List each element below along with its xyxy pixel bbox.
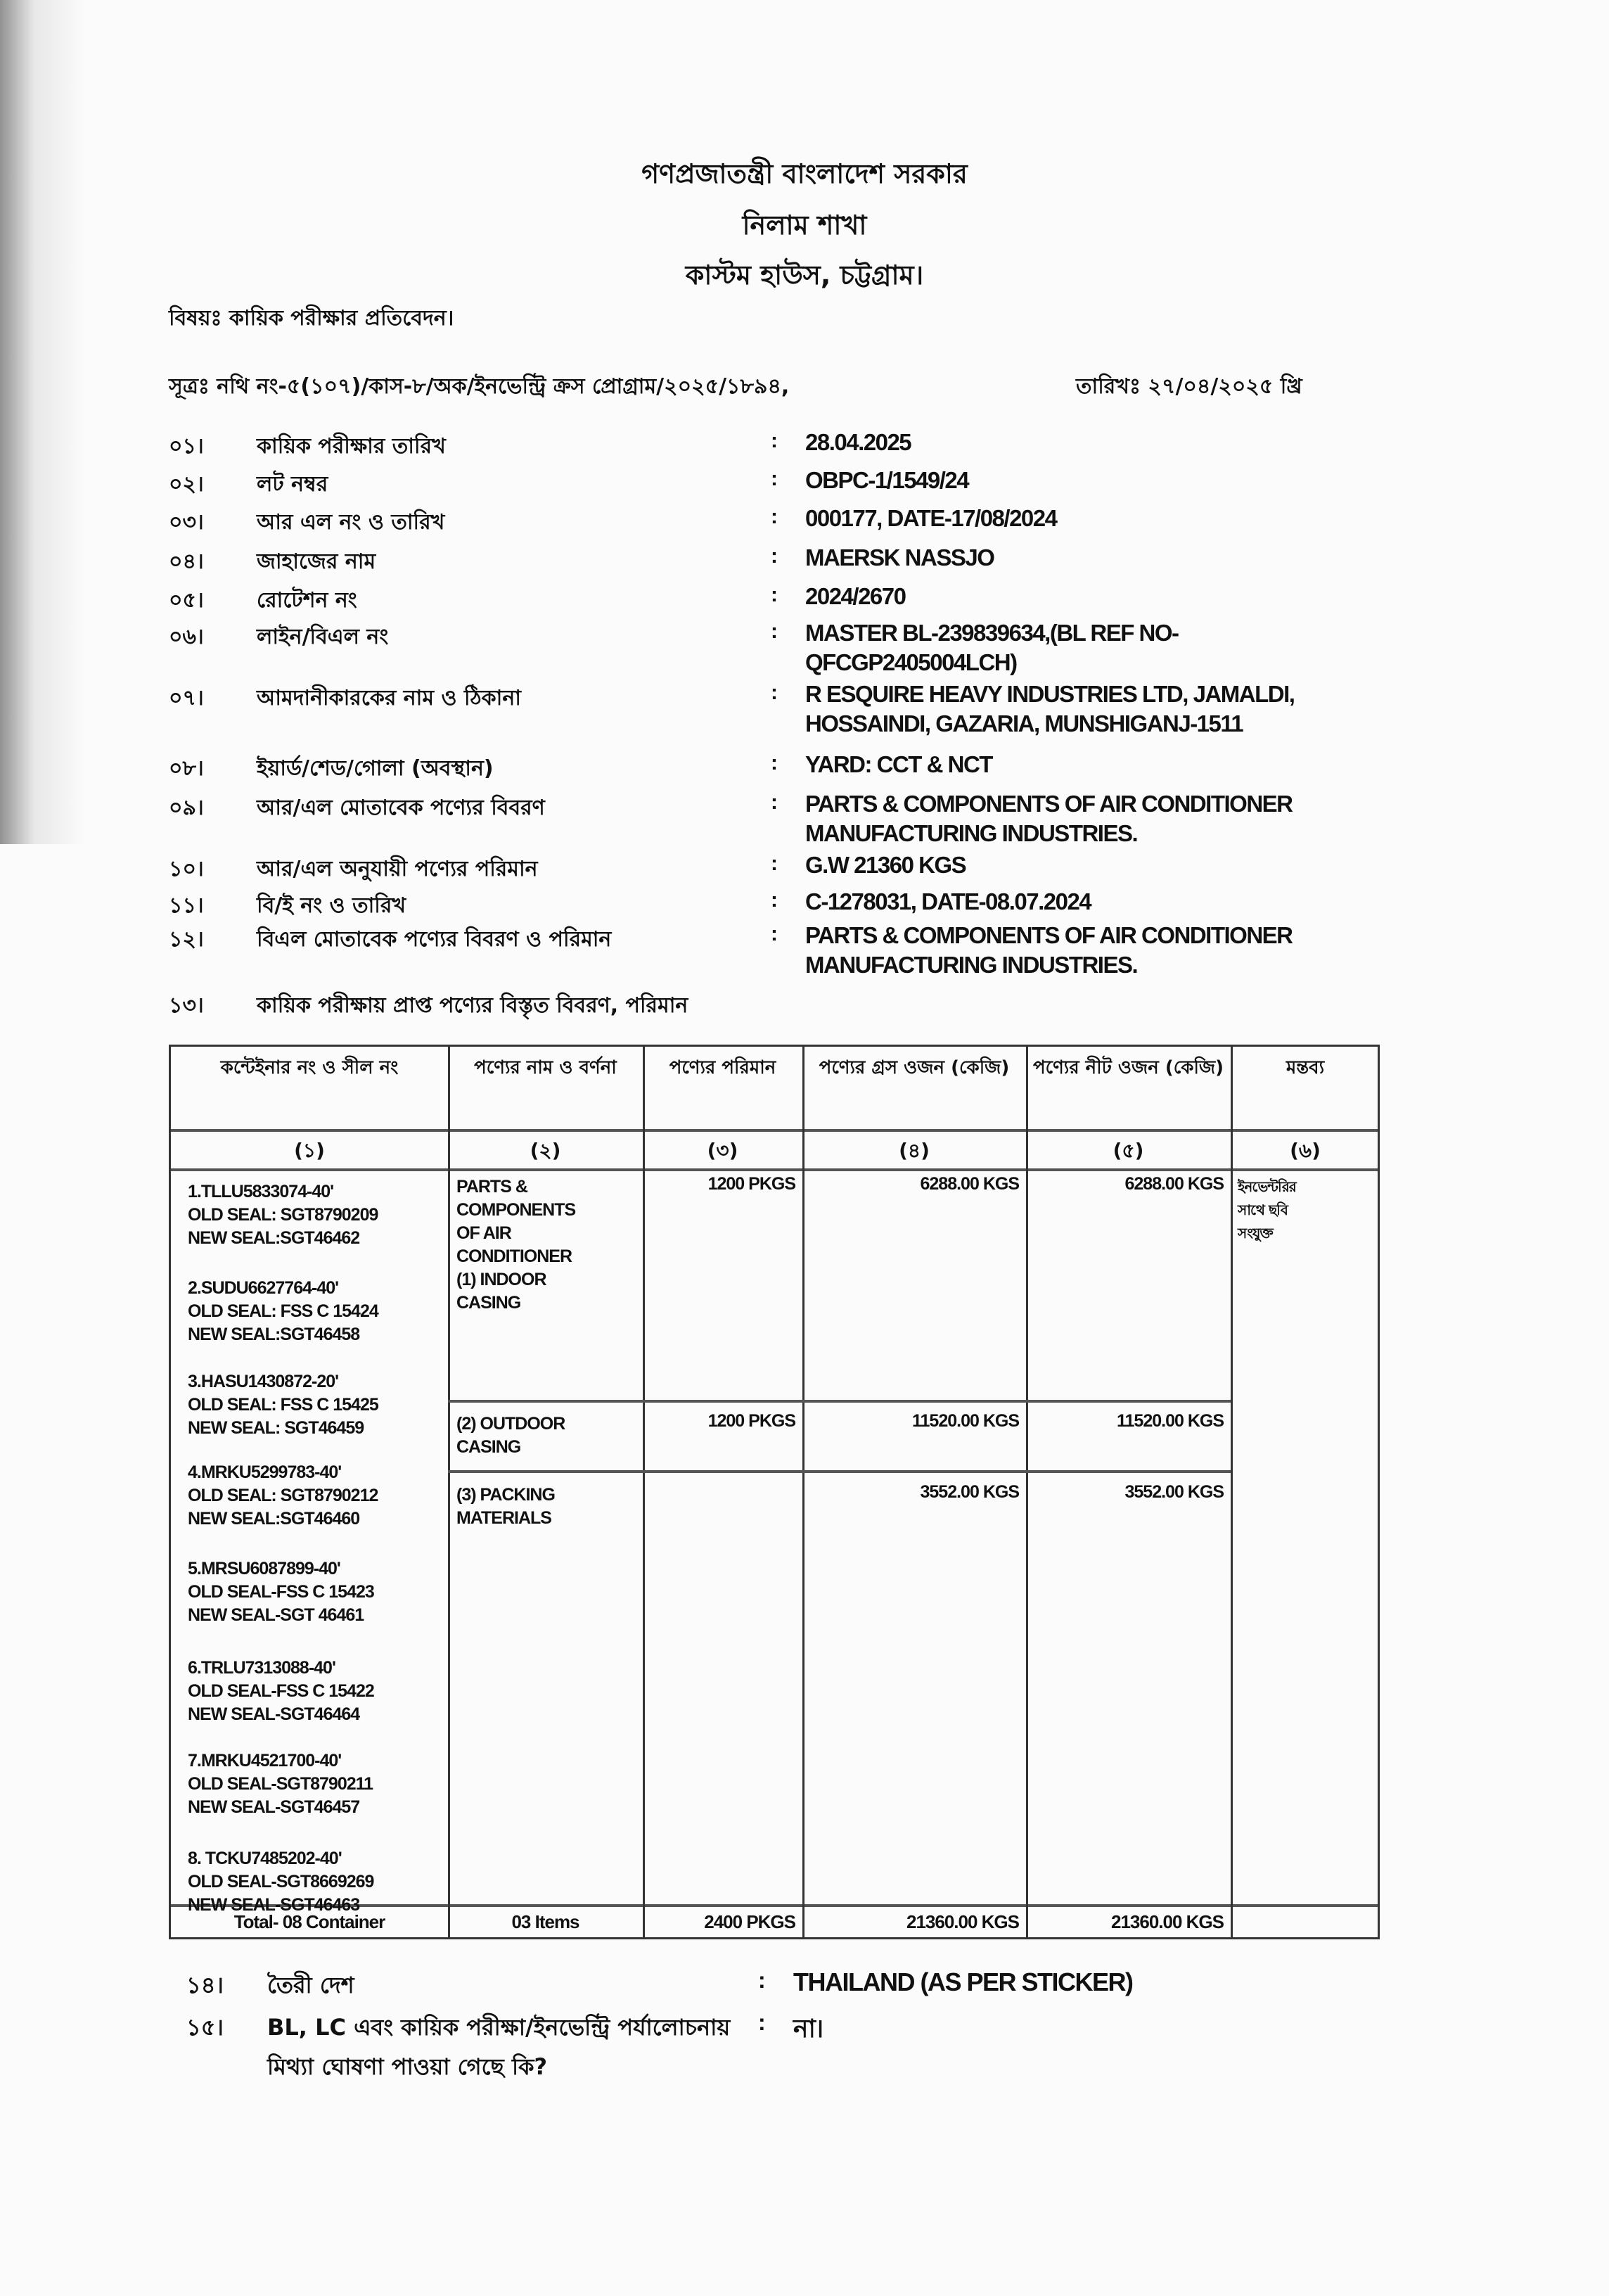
reference-line: সূত্রঃ নথি নং-৫(১০৭)/কাস-৮/অক/ইনভেন্ট্রি ক্রস প্রোগ্রাম/২০২৫/১৮৯৪, — [169, 374, 790, 399]
item-label: আর এল নং ও তারিখ — [257, 510, 445, 535]
item-label: BL, LC এবং কায়িক পরীক্ষা/ইনভেন্ট্রি পর্যালোচনায় — [267, 2014, 731, 2041]
colon-separator: : — [771, 751, 778, 774]
container-line: NEW SEAL: SGT46459 — [188, 1418, 364, 1438]
column-number: (৪) — [899, 1139, 930, 1162]
item-number: ১২। — [169, 927, 204, 952]
item-number: ১৩। — [169, 993, 204, 1018]
remark-text: ইনভেন্টরির — [1238, 1178, 1296, 1195]
goods-row-divider — [448, 1400, 1231, 1403]
goods-quantity: 1200 PKGS — [707, 1411, 795, 1431]
container-line: OLD SEAL-SGT8790211 — [188, 1774, 373, 1794]
net-weight: 3552.00 KGS — [1124, 1482, 1224, 1502]
container-line: NEW SEAL-SGT46463 — [188, 1895, 360, 1915]
gross-weight: 3552.00 KGS — [920, 1482, 1019, 1502]
goods-description: (2) OUTDOOR — [456, 1414, 565, 1434]
column-number: (২) — [530, 1139, 561, 1162]
colon-separator: : — [771, 505, 778, 528]
container-line: NEW SEAL:SGT46458 — [188, 1325, 360, 1344]
goods-description: (1) INDOOR — [456, 1270, 546, 1289]
column-number: (৫) — [1113, 1139, 1144, 1162]
goods-description: COMPONENTS — [456, 1200, 576, 1220]
item-label: মিথ্যা ঘোষণা পাওয়া গেছে কি? — [267, 2053, 548, 2080]
container-line: NEW SEAL:SGT46460 — [188, 1509, 360, 1529]
container-line: OLD SEAL: FSS C 15424 — [188, 1301, 378, 1321]
remark-text: সাথে ছবি — [1238, 1201, 1288, 1218]
item-value: YARD: CCT & NCT — [805, 751, 992, 777]
item-label: তৈরী দেশ — [267, 1972, 354, 1998]
item-value: 28.04.2025 — [805, 429, 911, 455]
container-line: 6.TRLU7313088-40' — [188, 1658, 335, 1678]
colon-separator: : — [771, 467, 778, 490]
item-value: 000177, DATE-17/08/2024 — [805, 505, 1057, 531]
scan-shadow — [0, 0, 84, 844]
document-date: তারিখঃ ২৭/০৪/২০২৫ খ্রি — [1076, 374, 1302, 399]
container-line: 3.HASU1430872-20' — [188, 1372, 339, 1391]
container-line: 7.MRKU4521700-40' — [188, 1751, 342, 1771]
item-value: না। — [793, 2014, 823, 2043]
container-line: 4.MRKU5299783-40' — [188, 1462, 342, 1482]
container-line: 1.TLLU5833074-40' — [188, 1182, 334, 1201]
item-number: ০৩। — [169, 510, 204, 535]
item-number: ১০। — [169, 857, 204, 881]
container-line: OLD SEAL: FSS C 15425 — [188, 1395, 378, 1415]
item-number: ০১। — [169, 434, 204, 459]
item-label: কায়িক পরীক্ষার তারিখ — [257, 434, 446, 459]
item-label: বিএল মোতাবেক পণ্যের বিবরণ ও পরিমান — [257, 927, 612, 952]
table-rule — [171, 1168, 1378, 1171]
item-label: ইয়ার্ড/শেড/গোলা (অবস্থান) — [257, 756, 494, 781]
colon-separator: : — [771, 583, 778, 606]
item-number: ০৫। — [169, 588, 204, 613]
container-line: NEW SEAL-SGT46464 — [188, 1704, 360, 1724]
item-label: লাইন/বিএল নং — [257, 625, 389, 649]
goods-quantity: 1200 PKGS — [707, 1174, 795, 1194]
net-weight: 6288.00 KGS — [1124, 1174, 1224, 1194]
colon-separator: : — [771, 429, 778, 452]
total-qty: 2400 PKGS — [704, 1911, 795, 1932]
item-label: জাহাজের নাম — [257, 549, 376, 574]
container-line: OLD SEAL: SGT8790212 — [188, 1486, 378, 1505]
container-line: NEW SEAL-SGT46457 — [188, 1797, 360, 1817]
item-value: THAILAND (AS PER STICKER) — [793, 1967, 1133, 1996]
total-gross: 21360.00 KGS — [906, 1911, 1019, 1932]
subject-line: বিষয়ঃ কায়িক পরীক্ষার প্রতিবেদন। — [169, 306, 454, 331]
item-label: বি/ই নং ও তারিখ — [257, 893, 406, 918]
item-value: 2024/2670 — [805, 583, 906, 609]
remark-text: সংযুক্ত — [1238, 1225, 1273, 1242]
column-number: (৩) — [707, 1139, 738, 1162]
column-header: পণ্যের নীট ওজন (কেজি) — [1032, 1057, 1224, 1078]
colon-separator: : — [771, 681, 778, 704]
container-line: OLD SEAL-SGT8669269 — [188, 1872, 374, 1892]
item-label: লট নম্বর — [257, 472, 328, 497]
colon-separator: : — [771, 852, 778, 875]
item-value: MASTER BL-239839634,(BL REF NO- — [805, 620, 1179, 646]
column-header: মন্তব্য — [1286, 1057, 1325, 1078]
container-line: 2.SUDU6627764-40' — [188, 1278, 339, 1298]
column-number: (৬) — [1290, 1139, 1321, 1162]
column-divider — [1231, 1047, 1233, 1937]
total-net: 21360.00 KGS — [1110, 1911, 1224, 1932]
header-government: গণপ্রজাতন্ত্রী বাংলাদেশ সরকার — [641, 158, 968, 189]
colon-separator: : — [771, 544, 778, 568]
column-number: (১) — [294, 1139, 325, 1162]
container-line: 5.MRSU6087899-40' — [188, 1559, 340, 1579]
item-number: ০৮। — [169, 756, 204, 781]
gross-weight: 11520.00 KGS — [911, 1411, 1019, 1431]
gross-weight: 6288.00 KGS — [920, 1174, 1019, 1194]
container-line: OLD SEAL-FSS C 15423 — [188, 1582, 374, 1602]
inspection-table — [169, 1045, 1380, 1939]
header-section: নিলাম শাখা — [742, 210, 867, 241]
goods-description: CASING — [456, 1437, 521, 1457]
item-value: MAERSK NASSJO — [805, 544, 994, 570]
column-header: পণ্যের পরিমান — [669, 1057, 776, 1078]
container-line: 8. TCKU7485202-40' — [188, 1849, 342, 1868]
colon-separator: : — [758, 1967, 766, 1993]
column-divider — [448, 1047, 450, 1937]
item-value: OBPC-1/1549/24 — [805, 467, 969, 493]
item-value: HOSSAINDI, GAZARIA, MUNSHIGANJ-1511 — [805, 710, 1243, 736]
colon-separator: : — [758, 2010, 766, 2035]
item-label: আর/এল অনুযায়ী পণ্যের পরিমান — [257, 857, 538, 881]
total-items: 03 Items — [511, 1911, 579, 1932]
colon-separator: : — [771, 620, 778, 643]
container-line: OLD SEAL-FSS C 15422 — [188, 1681, 374, 1701]
column-header: পণ্যের নাম ও বর্ণনা — [474, 1057, 617, 1078]
goods-description: (3) PACKING — [456, 1485, 555, 1505]
item-number: ১১। — [169, 893, 204, 918]
item-value: C-1278031, DATE-08.07.2024 — [805, 888, 1091, 914]
table-rule — [171, 1129, 1378, 1132]
item-label: আমদানীকারকের নাম ও ঠিকানা — [257, 686, 521, 710]
item-value: R ESQUIRE HEAVY INDUSTRIES LTD, JAMALDI, — [805, 681, 1295, 707]
goods-row-divider — [448, 1470, 1231, 1473]
goods-description: MATERIALS — [456, 1508, 551, 1528]
item-number: ০৬। — [169, 625, 204, 649]
colon-separator: : — [771, 922, 778, 945]
container-line: OLD SEAL: SGT8790209 — [188, 1205, 378, 1225]
item-value: QFCGP2405004LCH) — [805, 649, 1017, 675]
goods-description: PARTS & — [456, 1177, 527, 1197]
item-value: PARTS & COMPONENTS OF AIR CONDITIONER — [805, 922, 1293, 948]
item-value: PARTS & COMPONENTS OF AIR CONDITIONER — [805, 791, 1293, 817]
header-office: কাস্টম হাউস, চট্টগ্রাম। — [685, 260, 924, 291]
item-label: রোটেশন নং — [257, 588, 357, 613]
item-number: ০৭। — [169, 686, 204, 710]
item-number: ১৪। — [186, 1972, 224, 1998]
column-header: কন্টেইনার নং ও সীল নং — [220, 1057, 399, 1078]
item-value: G.W 21360 KGS — [805, 852, 966, 878]
goods-description: CASING — [456, 1293, 521, 1313]
column-header: পণ্যের গ্রস ওজন (কেজি) — [819, 1057, 1010, 1078]
goods-description: OF AIR — [456, 1223, 511, 1243]
net-weight: 11520.00 KGS — [1116, 1411, 1224, 1431]
total-containers: Total- 08 Container — [233, 1911, 385, 1932]
item-value: MANUFACTURING INDUSTRIES. — [805, 952, 1138, 978]
goods-description: CONDITIONER — [456, 1246, 572, 1266]
item-number: ১৫। — [186, 2014, 224, 2041]
item-label: আর/এল মোতাবেক পণ্যের বিবরণ — [257, 796, 545, 820]
item-value: MANUFACTURING INDUSTRIES. — [805, 820, 1138, 846]
colon-separator: : — [771, 791, 778, 814]
container-line: NEW SEAL:SGT46462 — [188, 1228, 360, 1248]
item-number: ০৯। — [169, 796, 204, 820]
item-number: ০২। — [169, 472, 204, 497]
container-line: NEW SEAL-SGT 46461 — [188, 1605, 364, 1625]
item-number: ০৪। — [169, 549, 204, 574]
item-label: কায়িক পরীক্ষায় প্রাপ্ত পণ্যের বিস্তৃত বিবরণ, পরিমান — [257, 993, 688, 1018]
colon-separator: : — [771, 888, 778, 912]
